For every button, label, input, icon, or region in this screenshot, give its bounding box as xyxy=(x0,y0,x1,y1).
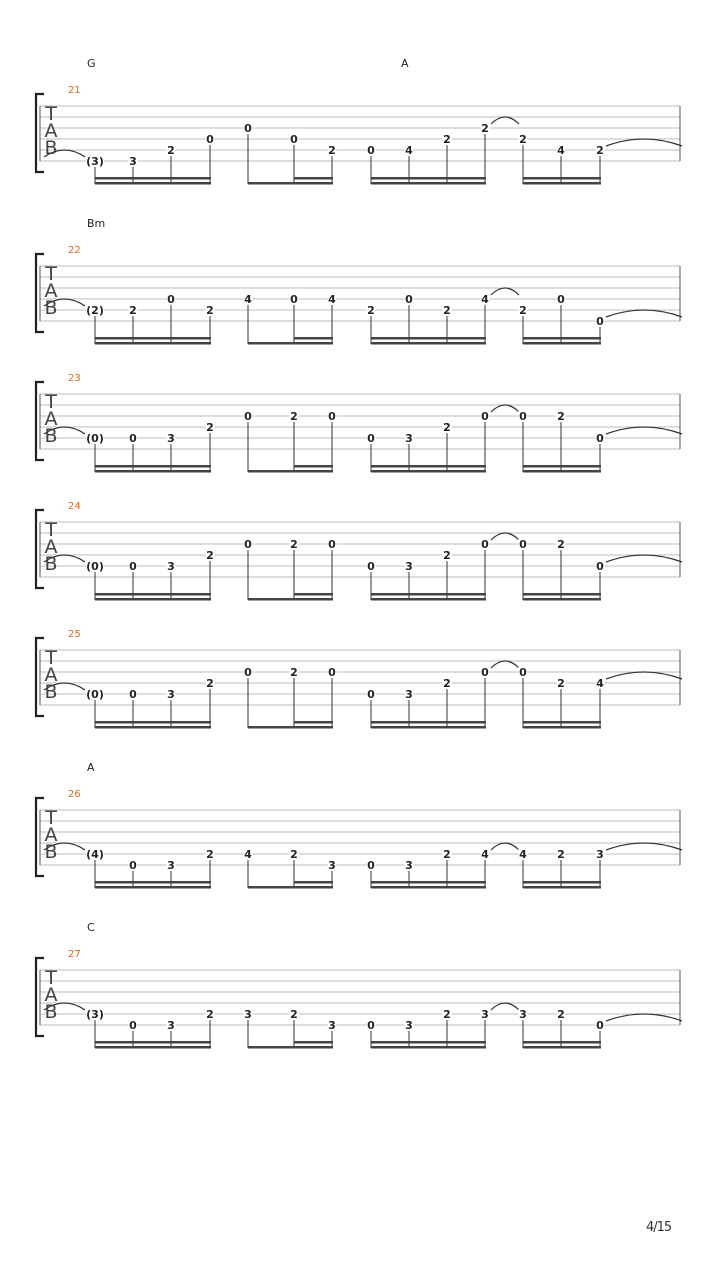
fret-number: 0 xyxy=(129,432,137,445)
beam-primary xyxy=(523,182,601,185)
beam-primary xyxy=(95,342,211,345)
fret-number: 0 xyxy=(481,666,489,679)
beam-secondary xyxy=(294,593,333,596)
fret-number: 2 xyxy=(557,538,565,551)
fret-number: 0 xyxy=(367,560,375,573)
beam-primary xyxy=(248,342,333,345)
tie-arc xyxy=(491,843,519,850)
fret-number: 3 xyxy=(167,560,175,573)
measure-number: 23 xyxy=(68,373,81,384)
beam-secondary xyxy=(294,1041,333,1044)
beam-secondary xyxy=(95,593,211,596)
fret-number: 0 xyxy=(367,688,375,701)
tie-arc xyxy=(491,533,519,540)
fret-number: 0 xyxy=(519,538,527,551)
beam-primary xyxy=(523,342,601,345)
measure-number: 24 xyxy=(68,501,81,512)
fret-number: 2 xyxy=(290,410,298,423)
tie-arc xyxy=(491,117,519,124)
tab-system xyxy=(36,921,682,1049)
fret-number: 0 xyxy=(328,410,336,423)
tab-clef-letter: A xyxy=(44,824,58,846)
fret-number: 3 xyxy=(167,1019,175,1032)
beam-primary xyxy=(95,1046,211,1049)
beam-primary xyxy=(523,470,601,473)
beam-secondary xyxy=(371,1041,486,1044)
tab-clef-letter: B xyxy=(44,137,58,159)
fret-number: 0 xyxy=(481,538,489,551)
beam-primary xyxy=(371,598,486,601)
fret-number: 3 xyxy=(481,1008,489,1021)
tab-clef-letter: A xyxy=(44,664,58,686)
fret-number: 3 xyxy=(328,859,336,872)
beam-secondary xyxy=(95,177,211,180)
fret-number: 3 xyxy=(167,432,175,445)
fret-number: 0 xyxy=(290,133,298,146)
fret-number: 0 xyxy=(596,315,604,328)
tab-clef-letter: B xyxy=(44,553,58,575)
fret-number: 2 xyxy=(206,1008,214,1021)
tie-arc xyxy=(491,1003,519,1010)
tab-system xyxy=(36,373,682,473)
beam-secondary xyxy=(294,721,333,724)
tie-arc xyxy=(606,427,682,434)
tab-clef-letter: B xyxy=(44,425,58,447)
beam-secondary xyxy=(371,593,486,596)
fret-number: 4 xyxy=(244,293,252,306)
fret-number: 0 xyxy=(244,410,252,423)
fret-number: 2 xyxy=(290,538,298,551)
tab-clef-letter: T xyxy=(45,391,57,413)
beam-primary xyxy=(523,1046,601,1049)
fret-number: 0 xyxy=(596,560,604,573)
fret-number: 4 xyxy=(481,293,489,306)
fret-number: 3 xyxy=(519,1008,527,1021)
beam-secondary xyxy=(294,337,333,340)
beam-secondary xyxy=(523,465,601,468)
fret-number: 3 xyxy=(167,688,175,701)
beam-primary xyxy=(95,182,211,185)
tab-clef-letter: A xyxy=(44,984,58,1006)
fret-number: (2) xyxy=(86,304,104,317)
fret-number: (0) xyxy=(86,688,104,701)
fret-number: 3 xyxy=(328,1019,336,1032)
beam-primary xyxy=(248,598,333,601)
page-number: 4/15 xyxy=(646,1220,672,1235)
tie-arc xyxy=(606,672,682,679)
tie-arc xyxy=(491,405,519,412)
measure-number: 27 xyxy=(68,949,81,960)
fret-number: 2 xyxy=(206,304,214,317)
beam-primary xyxy=(248,726,333,729)
beam-secondary xyxy=(371,337,486,340)
fret-number: 2 xyxy=(206,549,214,562)
fret-number: 0 xyxy=(557,293,565,306)
fret-number: 0 xyxy=(596,432,604,445)
fret-number: 0 xyxy=(129,688,137,701)
fret-number: 0 xyxy=(244,666,252,679)
tab-clef-letter: T xyxy=(45,103,57,125)
beam-primary xyxy=(95,886,211,889)
beam-primary xyxy=(248,182,333,185)
fret-number: 3 xyxy=(405,688,413,701)
fret-number: 2 xyxy=(290,848,298,861)
fret-number: 2 xyxy=(290,666,298,679)
fret-number: 2 xyxy=(557,848,565,861)
tie-arc xyxy=(606,555,682,562)
beam-primary xyxy=(371,1046,486,1049)
beam-secondary xyxy=(523,881,601,884)
fret-number: 0 xyxy=(405,293,413,306)
fret-number: 0 xyxy=(328,666,336,679)
tie-arc xyxy=(606,310,682,317)
tab-clef-letter: A xyxy=(44,536,58,558)
tab-clef-letter: B xyxy=(44,841,58,863)
tab-system xyxy=(36,217,682,345)
tie-arc xyxy=(606,1014,682,1021)
fret-number: 0 xyxy=(596,1019,604,1032)
beam-primary xyxy=(523,886,601,889)
tie-arc xyxy=(606,843,682,850)
chord-symbol: A xyxy=(401,57,409,70)
fret-number: 2 xyxy=(290,1008,298,1021)
measure-number: 22 xyxy=(68,245,81,256)
chord-symbol: A xyxy=(87,761,95,774)
tab-clef-letter: T xyxy=(45,647,57,669)
fret-number: 3 xyxy=(167,859,175,872)
beam-primary xyxy=(371,470,486,473)
beam-secondary xyxy=(371,721,486,724)
fret-number: 2 xyxy=(367,304,375,317)
fret-number: 0 xyxy=(129,1019,137,1032)
fret-number: 2 xyxy=(557,410,565,423)
tab-clef-letter: B xyxy=(44,681,58,703)
chord-symbol: C xyxy=(87,921,95,934)
beam-primary xyxy=(371,886,486,889)
fret-number: 0 xyxy=(519,410,527,423)
beam-secondary xyxy=(95,721,211,724)
fret-number: 3 xyxy=(244,1008,252,1021)
fret-number: 4 xyxy=(328,293,336,306)
fret-number: 2 xyxy=(206,421,214,434)
beam-primary xyxy=(248,470,333,473)
fret-number: 3 xyxy=(405,560,413,573)
fret-number: 4 xyxy=(519,848,527,861)
beam-primary xyxy=(248,886,333,889)
fret-number: 0 xyxy=(206,133,214,146)
fret-number: 2 xyxy=(443,421,451,434)
beam-primary xyxy=(95,726,211,729)
fret-number: 2 xyxy=(596,144,604,157)
beam-primary xyxy=(371,342,486,345)
fret-number: 2 xyxy=(167,144,175,157)
tab-clef-letter: T xyxy=(45,807,57,829)
beam-secondary xyxy=(371,177,486,180)
fret-number: 0 xyxy=(244,538,252,551)
beam-secondary xyxy=(294,465,333,468)
tab-system xyxy=(36,57,682,185)
fret-number: 0 xyxy=(367,859,375,872)
tab-clef-letter: A xyxy=(44,120,58,142)
tie-arc xyxy=(491,288,519,295)
beam-secondary xyxy=(523,721,601,724)
fret-number: 2 xyxy=(443,677,451,690)
measure-number: 26 xyxy=(68,789,81,800)
fret-number: 0 xyxy=(290,293,298,306)
fret-number: 0 xyxy=(367,144,375,157)
tab-system xyxy=(36,501,682,601)
tab-system xyxy=(36,761,682,889)
tie-arc xyxy=(491,661,519,668)
beam-secondary xyxy=(95,1041,211,1044)
fret-number: 0 xyxy=(367,1019,375,1032)
beam-secondary xyxy=(523,177,601,180)
fret-number: 3 xyxy=(596,848,604,861)
fret-number: (3) xyxy=(86,155,104,168)
fret-number: (0) xyxy=(86,560,104,573)
beam-primary xyxy=(371,182,486,185)
beam-primary xyxy=(371,726,486,729)
fret-number: (4) xyxy=(86,848,104,861)
tie-arc xyxy=(606,139,682,146)
beam-secondary xyxy=(294,881,333,884)
fret-number: 4 xyxy=(557,144,565,157)
tab-clef-letter: A xyxy=(44,280,58,302)
tab-clef-letter: B xyxy=(44,1001,58,1023)
beam-secondary xyxy=(371,881,486,884)
fret-number: 2 xyxy=(443,549,451,562)
fret-number: 2 xyxy=(443,1008,451,1021)
beam-primary xyxy=(523,598,601,601)
beam-secondary xyxy=(95,337,211,340)
fret-number: 4 xyxy=(405,144,413,157)
fret-number: 0 xyxy=(481,410,489,423)
measure-number: 25 xyxy=(68,629,81,640)
beam-secondary xyxy=(95,881,211,884)
beam-primary xyxy=(248,1046,333,1049)
fret-number: 0 xyxy=(167,293,175,306)
fret-number: 3 xyxy=(405,432,413,445)
beam-primary xyxy=(95,470,211,473)
fret-number: 2 xyxy=(443,848,451,861)
fret-number: 0 xyxy=(244,122,252,135)
tab-clef-letter: T xyxy=(45,519,57,541)
fret-number: (3) xyxy=(86,1008,104,1021)
fret-number: 0 xyxy=(328,538,336,551)
fret-number: 0 xyxy=(367,432,375,445)
fret-number: 2 xyxy=(557,1008,565,1021)
fret-number: 3 xyxy=(405,859,413,872)
fret-number: 4 xyxy=(244,848,252,861)
fret-number: 0 xyxy=(129,560,137,573)
beam-primary xyxy=(95,598,211,601)
fret-number: 4 xyxy=(596,677,604,690)
fret-number: 0 xyxy=(519,666,527,679)
beam-secondary xyxy=(523,1041,601,1044)
measure-number: 21 xyxy=(68,85,81,96)
fret-number: 0 xyxy=(129,859,137,872)
fret-number: 2 xyxy=(129,304,137,317)
tab-clef-letter: B xyxy=(44,297,58,319)
chord-symbol: Bm xyxy=(87,217,106,230)
fret-number: 3 xyxy=(129,155,137,168)
beam-primary xyxy=(523,726,601,729)
fret-number: 2 xyxy=(443,133,451,146)
fret-number: 2 xyxy=(206,677,214,690)
beam-secondary xyxy=(294,177,333,180)
fret-number: (0) xyxy=(86,432,104,445)
fret-number: 2 xyxy=(443,304,451,317)
fret-number: 2 xyxy=(328,144,336,157)
fret-number: 4 xyxy=(481,848,489,861)
fret-number: 2 xyxy=(206,848,214,861)
fret-number: 2 xyxy=(519,133,527,146)
beam-secondary xyxy=(95,465,211,468)
fret-number: 2 xyxy=(557,677,565,690)
fret-number: 3 xyxy=(405,1019,413,1032)
tab-clef-letter: T xyxy=(45,967,57,989)
chord-symbol: G xyxy=(87,57,96,70)
fret-number: 2 xyxy=(481,122,489,135)
tab-clef-letter: T xyxy=(45,263,57,285)
beam-secondary xyxy=(371,465,486,468)
beam-secondary xyxy=(523,337,601,340)
beam-secondary xyxy=(523,593,601,596)
tab-system xyxy=(36,629,682,729)
fret-number: 2 xyxy=(519,304,527,317)
tab-clef-letter: A xyxy=(44,408,58,430)
